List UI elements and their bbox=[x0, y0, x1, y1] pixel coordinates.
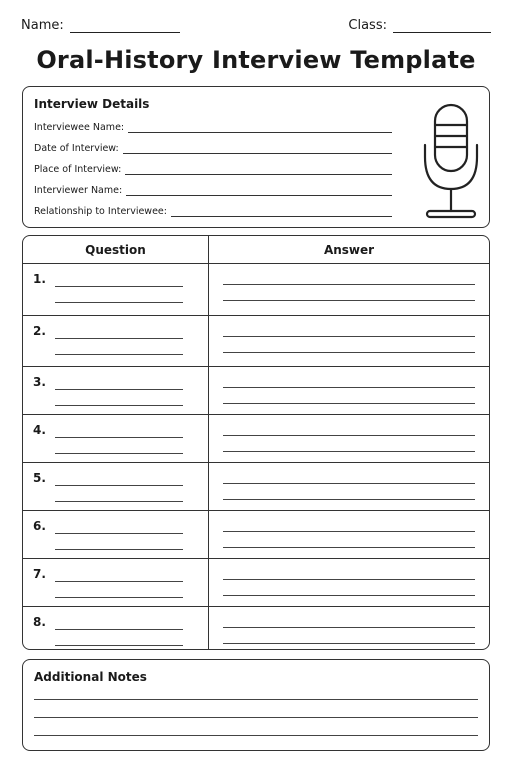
additional-notes-box bbox=[22, 659, 490, 751]
page-title: Oral-History Interview Template bbox=[36, 46, 476, 74]
table-row bbox=[23, 463, 489, 511]
question-blank[interactable] bbox=[55, 597, 183, 598]
field-label: Interviewee Name: bbox=[34, 122, 125, 133]
answer-blank[interactable] bbox=[223, 387, 475, 388]
question-number: 2. bbox=[33, 324, 46, 338]
name-label: Name: bbox=[21, 18, 64, 33]
class-label: Class: bbox=[348, 18, 387, 33]
answer-blank[interactable] bbox=[223, 403, 475, 404]
answer-blank[interactable] bbox=[223, 483, 475, 484]
interview-details-heading: Interview Details bbox=[34, 97, 150, 111]
interviewee-name-field bbox=[34, 119, 392, 133]
question-number: 7. bbox=[33, 567, 46, 581]
question-blank[interactable] bbox=[55, 302, 183, 303]
answer-blank[interactable] bbox=[223, 595, 475, 596]
question-column-header: Question bbox=[85, 243, 146, 257]
answer-blank[interactable] bbox=[223, 499, 475, 500]
class-field bbox=[348, 18, 491, 33]
answer-blank[interactable] bbox=[223, 284, 475, 285]
relationship-blank[interactable] bbox=[171, 207, 392, 217]
field-label: Place of Interview: bbox=[34, 164, 122, 175]
microphone-icon bbox=[421, 103, 481, 219]
table-row bbox=[23, 607, 489, 650]
interview-details-box bbox=[22, 86, 490, 228]
table-row bbox=[23, 264, 489, 316]
answer-blank[interactable] bbox=[223, 336, 475, 337]
additional-notes-heading: Additional Notes bbox=[34, 670, 147, 684]
field-label: Interviewer Name: bbox=[34, 185, 123, 196]
date-of-interview-blank[interactable] bbox=[123, 144, 392, 154]
notes-line[interactable] bbox=[34, 735, 478, 736]
field-label: Date of Interview: bbox=[34, 143, 119, 154]
question-blank[interactable] bbox=[55, 354, 183, 355]
notes-line[interactable] bbox=[34, 717, 478, 718]
question-number: 6. bbox=[33, 519, 46, 533]
question-answer-table bbox=[22, 235, 490, 650]
interviewer-name-field bbox=[34, 182, 392, 196]
interviewee-name-blank[interactable] bbox=[128, 123, 392, 133]
place-of-interview-blank[interactable] bbox=[125, 165, 392, 175]
table-row bbox=[23, 559, 489, 607]
question-blank[interactable] bbox=[55, 549, 183, 550]
question-blank[interactable] bbox=[55, 389, 183, 390]
notes-line[interactable] bbox=[34, 699, 478, 700]
answer-blank[interactable] bbox=[223, 352, 475, 353]
interviewer-name-blank[interactable] bbox=[126, 186, 392, 196]
question-blank[interactable] bbox=[55, 533, 183, 534]
date-of-interview-field bbox=[34, 140, 392, 154]
question-blank[interactable] bbox=[55, 453, 183, 454]
name-field bbox=[21, 18, 180, 33]
question-number: 4. bbox=[33, 423, 46, 437]
question-blank[interactable] bbox=[55, 338, 183, 339]
table-row bbox=[23, 367, 489, 415]
question-number: 8. bbox=[33, 615, 46, 629]
class-blank[interactable] bbox=[393, 19, 491, 33]
question-blank[interactable] bbox=[55, 645, 183, 646]
question-blank[interactable] bbox=[55, 501, 183, 502]
question-blank[interactable] bbox=[55, 405, 183, 406]
answer-blank[interactable] bbox=[223, 627, 475, 628]
name-blank[interactable] bbox=[70, 19, 180, 33]
answer-blank[interactable] bbox=[223, 547, 475, 548]
answer-blank[interactable] bbox=[223, 300, 475, 301]
answer-blank[interactable] bbox=[223, 435, 475, 436]
relationship-field bbox=[34, 203, 392, 217]
answer-blank[interactable] bbox=[223, 579, 475, 580]
question-number: 1. bbox=[33, 272, 46, 286]
table-row bbox=[23, 316, 489, 367]
question-blank[interactable] bbox=[55, 437, 183, 438]
table-row bbox=[23, 511, 489, 559]
field-label: Relationship to Interviewee: bbox=[34, 206, 167, 217]
question-blank[interactable] bbox=[55, 286, 183, 287]
answer-blank[interactable] bbox=[223, 531, 475, 532]
question-blank[interactable] bbox=[55, 629, 183, 630]
question-blank[interactable] bbox=[55, 581, 183, 582]
place-of-interview-field bbox=[34, 161, 392, 175]
question-number: 3. bbox=[33, 375, 46, 389]
header-row bbox=[21, 18, 491, 38]
answer-column-header: Answer bbox=[323, 243, 375, 257]
answer-blank[interactable] bbox=[223, 451, 475, 452]
question-blank[interactable] bbox=[55, 485, 183, 486]
answer-blank[interactable] bbox=[223, 643, 475, 644]
table-row bbox=[23, 415, 489, 463]
question-number: 5. bbox=[33, 471, 46, 485]
table-header bbox=[23, 236, 489, 264]
